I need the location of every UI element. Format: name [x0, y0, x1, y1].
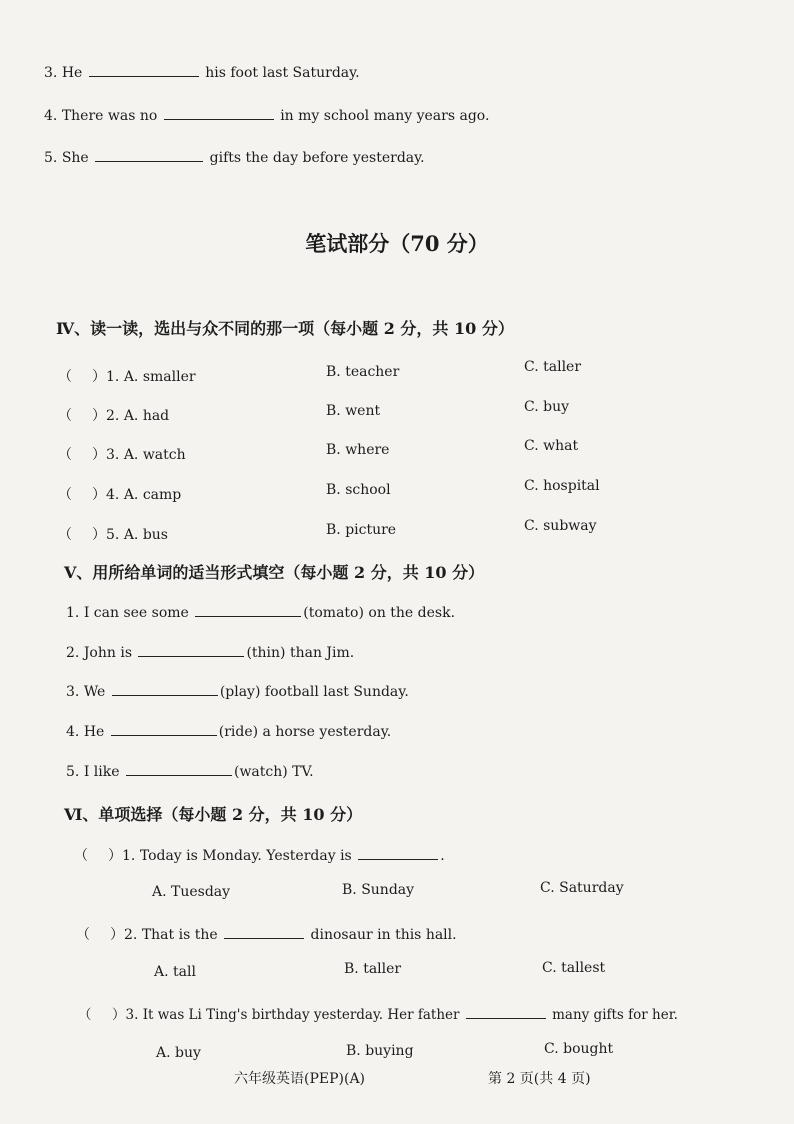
answer-blank[interactable]: [138, 644, 244, 657]
s4-question-4: （ ）4. A. camp: [58, 484, 181, 504]
s6-option-b: B. Sunday: [342, 882, 415, 898]
s6-option-c: C. Saturday: [540, 880, 624, 896]
written-part-title: 笔试部分（70 分）: [305, 231, 489, 256]
answer-blank[interactable]: [164, 107, 274, 120]
s4-option-c: C. what: [524, 438, 579, 454]
answer-paren[interactable]: （: [78, 1007, 92, 1023]
answer-blank[interactable]: [466, 1006, 546, 1019]
s5-item-1: 1. I can see some (tomato) on the desk.: [66, 605, 456, 621]
s4-option-c: C. buy: [524, 399, 570, 415]
s5-item-3: 3. We (play) football last Sunday.: [66, 684, 409, 700]
s5-item-5: 5. I like (watch) TV.: [66, 764, 314, 780]
answer-blank[interactable]: [126, 763, 232, 776]
listening-item-5: 5. She gifts the day before yesterday.: [44, 150, 425, 166]
s5-item-2: 2. John is (thin) than Jim.: [66, 645, 355, 661]
s4-question-3: （ ）3. A. watch: [58, 444, 186, 464]
s6-question-1: （ ）1. Today is Monday. Yesterday is .: [74, 845, 445, 865]
s6-question-3: （ ）3. It was Li Ting's birthday yesterday. Her father many gifts for her.: [78, 1003, 678, 1023]
section-6-heading: Ⅵ、单项选择（每小题 2 分，共 10 分）: [64, 805, 363, 824]
listening-item-4: 4. There was no in my school many years ago.: [44, 108, 490, 124]
s6-option-a: A. tall: [154, 964, 196, 980]
footer-page-number: 第 2 页(共 4 页): [488, 1071, 591, 1087]
s5-item-4: 4. He (ride) a horse yesterday.: [66, 724, 392, 740]
answer-paren[interactable]: （: [58, 408, 72, 424]
answer-paren[interactable]: （: [76, 927, 90, 943]
s4-option-b: B. picture: [326, 522, 397, 538]
s4-option-b: B. school: [326, 482, 391, 498]
s4-option-c: C. taller: [524, 359, 582, 375]
answer-paren[interactable]: （: [74, 848, 88, 864]
answer-blank[interactable]: [95, 149, 203, 162]
s4-option-c: C. hospital: [524, 478, 600, 494]
s4-option-c: C. subway: [524, 518, 597, 534]
s4-question-2: （ ）2. A. had: [58, 405, 169, 425]
answer-blank[interactable]: [224, 926, 304, 939]
answer-paren[interactable]: （: [58, 447, 72, 463]
answer-blank[interactable]: [112, 683, 218, 696]
answer-blank[interactable]: [195, 604, 301, 617]
answer-paren[interactable]: （: [58, 487, 72, 503]
s6-option-a: A. buy: [156, 1045, 201, 1061]
s6-option-b: B. buying: [346, 1043, 414, 1059]
s6-question-2: （ ）2. That is the dinosaur in this hall.: [76, 924, 457, 944]
s4-option-b: B. went: [326, 403, 381, 419]
section-4-heading: Ⅳ、读一读，选出与众不同的那一项（每小题 2 分，共 10 分）: [56, 319, 514, 338]
answer-paren[interactable]: （: [58, 527, 72, 543]
answer-blank[interactable]: [111, 723, 217, 736]
answer-blank[interactable]: [89, 64, 199, 77]
s6-option-a: A. Tuesday: [152, 884, 231, 900]
footer-course: 六年级英语(PEP)(A): [234, 1071, 366, 1087]
answer-paren[interactable]: （: [58, 369, 72, 385]
s6-option-b: B. taller: [344, 961, 402, 977]
s6-option-c: C. tallest: [542, 960, 606, 976]
answer-blank[interactable]: [358, 847, 438, 860]
s4-question-5: （ ）5. A. bus: [58, 524, 168, 544]
s4-option-b: B. teacher: [326, 364, 400, 380]
s4-question-1: （ ）1. A. smaller: [58, 366, 196, 386]
s6-option-c: C. bought: [544, 1041, 614, 1057]
s4-option-b: B. where: [326, 442, 390, 458]
section-5-heading: Ⅴ、用所给单词的适当形式填空（每小题 2 分，共 10 分）: [64, 563, 485, 582]
listening-item-3: 3. He his foot last Saturday.: [44, 65, 360, 81]
